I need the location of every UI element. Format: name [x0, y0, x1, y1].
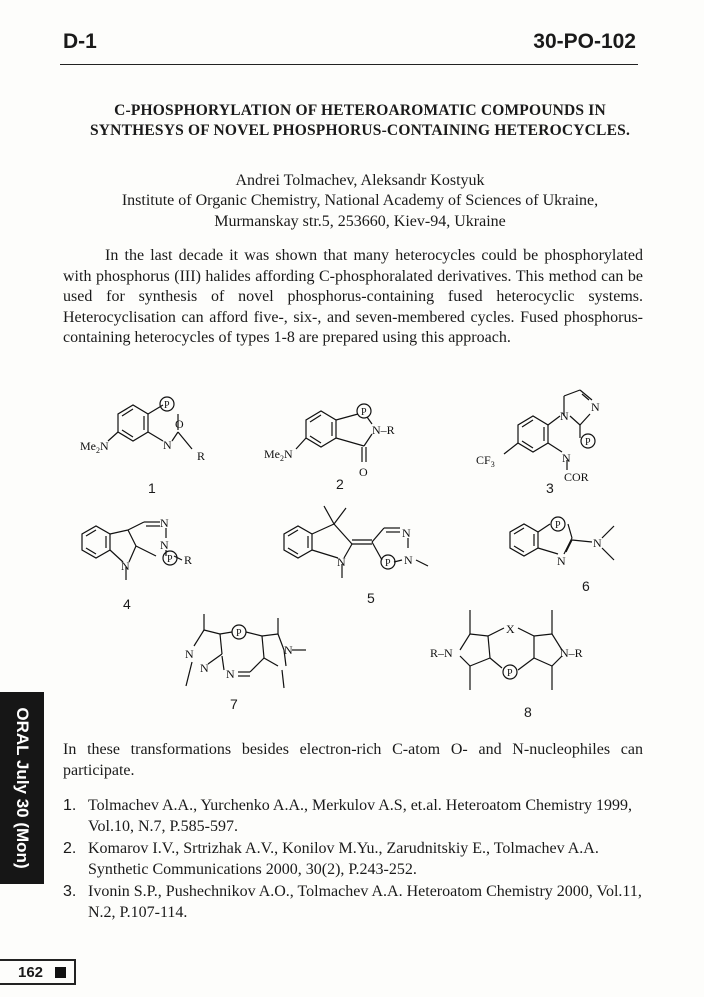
cor-label: COR [564, 470, 589, 484]
reference-list [63, 796, 653, 925]
structure-2 [262, 392, 412, 482]
structure-number-1: 1 [148, 480, 156, 496]
structure-5 [276, 500, 436, 586]
oxygen-label: O [175, 417, 184, 431]
x-label: X [506, 622, 515, 636]
nitrogen-label: N [404, 553, 413, 567]
n-r-label: N–R [560, 646, 583, 660]
phosphorus-label: P [361, 407, 367, 418]
nitrogen-label: N [160, 538, 169, 552]
structure-number-2: 2 [336, 476, 344, 492]
nitrogen-label: N [402, 526, 411, 540]
structure-1 [80, 392, 220, 472]
structure-number-3: 3 [546, 480, 554, 496]
n-r-label: N–R [372, 423, 395, 437]
reference-text: Ivonin S.P., Pushechnikov A.O., Tolmachev A.A. Heteroatom Chemistry 2000, Vol.11, N.2, P.107-114. [88, 883, 642, 921]
reference-item [63, 839, 653, 880]
page-number-box [0, 959, 76, 985]
r-n-label: R–N [430, 646, 453, 660]
phosphorus-label: P [236, 628, 242, 639]
structure-3 [474, 380, 624, 490]
nitrogen-label: N [226, 667, 235, 681]
structure-8 [430, 604, 610, 700]
page-marker-square [55, 967, 66, 978]
phosphorus-label: P [585, 437, 591, 448]
abstract-code: 30-PO-102 [533, 30, 636, 53]
r-group-label: R [184, 553, 193, 567]
structure-number-7: 7 [230, 696, 238, 712]
reference-number: 3. [63, 883, 77, 900]
side-tab-label: ORAL July 30 (Mon) [13, 707, 32, 869]
phosphorus-label: P [507, 668, 513, 679]
nitrogen-label: N [591, 400, 600, 414]
me2n-label: $Me_2N$ [80, 439, 109, 455]
phosphorus-label: P [555, 520, 561, 531]
nitrogen-label: N [337, 555, 346, 569]
nitrogen-label: N [163, 438, 172, 452]
header-rule [60, 64, 638, 65]
abstract-paragraph: In the last decade it was shown that many heterocycles could be phosphorylated with phosphorus (III) halides affording C-phosphoralated derivatives. This method can be used for synthesis of novel phosphorus-containing fused heterocyclic systems. Heterocyclisation can afford five-, six-, and seven-membered cycles. Fused phosphorus-containing heterocycles of types 1-8 are prepared using this approach. [63, 247, 643, 346]
nitrogen-label: N [593, 536, 602, 550]
nitrogen-label: N [560, 409, 569, 423]
oxygen-label: O [359, 465, 368, 479]
nitrogen-label: N [121, 559, 130, 573]
nitrogen-label: N [160, 516, 169, 530]
affiliation-line-2: Murmanskay str.5, 253660, Kiev-94, Ukraine [214, 213, 506, 230]
reference-number: 1. [63, 797, 77, 814]
affiliation-line-1: Institute of Organic Chemistry, National Academy of Sciences of Ukraine, [121, 192, 599, 209]
reference-number: 2. [63, 840, 77, 857]
structure-number-4: 4 [123, 596, 131, 612]
r-group-label: R [197, 449, 206, 463]
structure-6 [506, 510, 636, 570]
reference-text: Tolmachev A.A., Yurchenko A.A., Merkulov A.S, et.al. Heteroatom Chemistry 1999, Vol.10, N.7, P.585-597. [88, 797, 632, 835]
session-side-tab [0, 692, 44, 884]
title-line-1: C-PHOSPHORYLATION OF HETEROAROMATIC COMPOUNDS IN [114, 102, 606, 119]
nitrogen-label: N [185, 647, 194, 661]
nitrogen-label: N [200, 661, 209, 675]
nitrogen-label: N [284, 643, 293, 657]
nitrogen-label: N [557, 554, 566, 568]
structure-number-8: 8 [524, 704, 532, 720]
conclusion-paragraph: In these transformations besides electron-rich C-atom O- and N-nucleophiles can participate. [63, 741, 643, 779]
phosphorus-label: P [167, 554, 173, 565]
phosphorus-label: P [385, 558, 391, 569]
page-number: 162 [18, 964, 44, 981]
phosphorus-label: P [164, 400, 170, 411]
structure-4 [78, 512, 228, 592]
reference-item [63, 882, 653, 923]
reference-item [63, 796, 653, 837]
title-line-2: SYNTHESYS OF NOVEL PHOSPHORUS-CONTAINING HETEROCYCLES. [89, 122, 631, 139]
reference-text: Komarov I.V., Srtrizhak A.V., Konilov M.Yu., Zarudnitskiy E., Tolmachev A.A. Synthetic Communications 2000, 30(2), P.243-252. [88, 840, 599, 878]
affiliation [40, 190, 680, 232]
structure-7 [180, 610, 330, 696]
paper-title [40, 101, 680, 141]
me2n-label: $Me_2N$ [264, 447, 293, 463]
session-code: D-1 [63, 30, 97, 53]
authors: Andrei Tolmachev, Aleksandr Kostyuk [235, 172, 485, 189]
nitrogen-label: N [562, 451, 571, 465]
cf3-label: $CF_3$ [476, 453, 495, 469]
structure-number-6: 6 [582, 578, 590, 594]
structure-number-5: 5 [367, 590, 375, 606]
